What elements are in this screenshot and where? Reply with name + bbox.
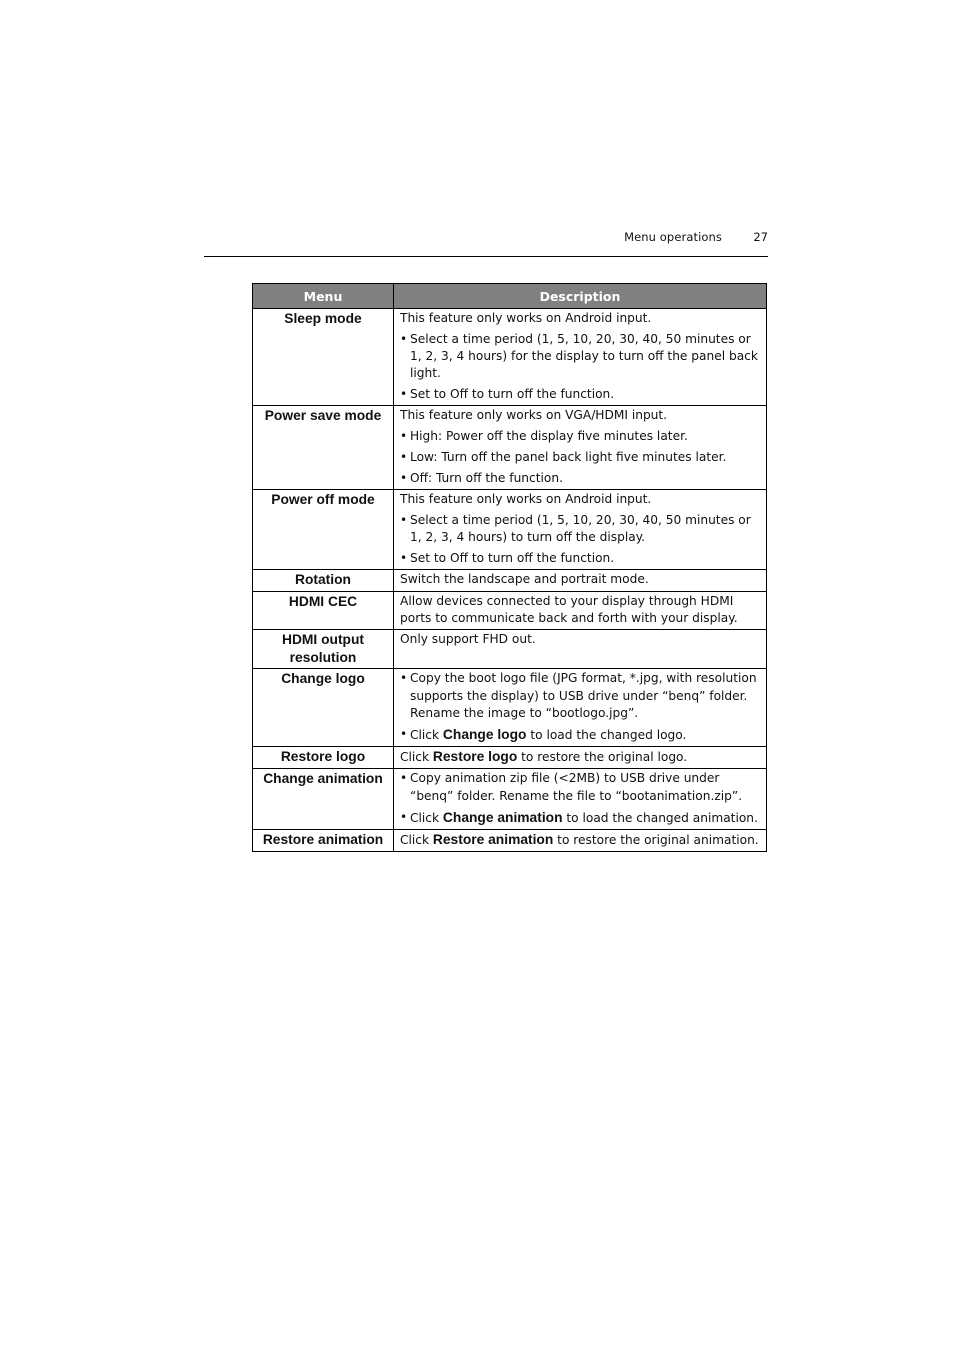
description-cell: [394, 747, 767, 769]
menu-name: Power off mode: [253, 490, 394, 570]
description-text: Only support FHD out.: [400, 632, 536, 647]
menu-name: Restore logo: [253, 747, 394, 769]
bullet-item: • Low: Turn off the panel back light five minutes later.: [400, 449, 761, 466]
menu-name: HDMI output resolution: [253, 630, 394, 669]
text-segment: Click: [400, 750, 430, 765]
table-row: [253, 669, 767, 747]
description-text: [400, 831, 761, 849]
description-cell: [394, 490, 767, 570]
menu-name: Change logo: [253, 669, 394, 747]
text-segment: Click: [410, 727, 440, 742]
header-section-title: Menu operations: [624, 230, 722, 244]
table-row: [253, 591, 767, 630]
description-cell: [394, 630, 767, 669]
page-header: [204, 229, 768, 257]
table-row: [253, 490, 767, 570]
menu-name: Power save mode: [253, 406, 394, 490]
bullet-item: [400, 809, 761, 827]
description-text: This feature only works on Android input.: [400, 492, 652, 507]
description-cell: [394, 591, 767, 630]
text-segment: to load the changed logo.: [530, 727, 687, 742]
text-segment: to restore the original logo.: [521, 750, 688, 765]
table-row: [253, 829, 767, 851]
description-text: This feature only works on Android input.: [400, 311, 652, 325]
menu-keyword: Change animation: [442, 809, 563, 825]
description-cell: [394, 570, 767, 592]
text-segment: Click: [400, 832, 430, 847]
text-segment: to restore the original animation.: [557, 832, 759, 847]
menu-name: Sleep mode: [253, 309, 394, 406]
bullet-item: • Select a time period (1, 5, 10, 20, 30, 40, 50 minutes or 1, 2, 3, 4 hours) to turn off the display.: [400, 512, 761, 547]
bullet-item: [400, 726, 761, 744]
description-cell: [394, 829, 767, 851]
table-header-row: [253, 284, 767, 309]
table-row: [253, 406, 767, 490]
bullet-item: • Set to Off to turn off the function.: [400, 550, 761, 567]
bullet-item: • Copy the boot logo file (JPG format, *.jpg, with resolution supports the display) to USB drive under “benq” folder. Rename the image to “bootlogo.jpg”.: [400, 670, 761, 722]
column-header-description: Description: [394, 284, 767, 309]
text-segment: to load the changed animation.: [566, 810, 758, 825]
menu-name: HDMI CEC: [253, 591, 394, 630]
bullet-item: • High: Power off the display five minutes later.: [400, 428, 761, 445]
description-text: Switch the landscape and portrait mode.: [400, 572, 649, 587]
menu-name: Restore animation: [253, 829, 394, 851]
menu-keyword: Restore animation: [432, 831, 554, 847]
table-row: [253, 570, 767, 592]
table-row: [253, 309, 767, 406]
bullet-item: • Set to Off to turn off the function.: [400, 386, 761, 403]
table-row: [253, 769, 767, 829]
table-row: [253, 630, 767, 669]
bullet-item: • Select a time period (1, 5, 10, 20, 30, 40, 50 minutes or 1, 2, 3, 4 hours) for the display to turn off the panel back light.: [400, 331, 761, 383]
page-number: 27: [753, 230, 768, 244]
description-cell: [394, 309, 767, 406]
description-text: [400, 748, 761, 766]
table-row: [253, 747, 767, 769]
description-cell: [394, 669, 767, 747]
description-text: Allow devices connected to your display through HDMI ports to communicate back and forth with your display.: [400, 593, 738, 626]
description-cell: [394, 769, 767, 829]
text-segment: Click: [410, 810, 440, 825]
bullet-item: • Off: Turn off the function.: [400, 470, 761, 487]
bullet-item: • Copy animation zip file (<2MB) to USB drive under “benq” folder. Rename the file to “bootanimation.zip”.: [400, 770, 761, 805]
menu-description-table: [252, 283, 767, 852]
menu-keyword: Restore logo: [432, 749, 518, 765]
description-text: This feature only works on VGA/HDMI input.: [400, 408, 668, 423]
menu-name: Rotation: [253, 570, 394, 592]
menu-keyword: Change logo: [442, 726, 527, 742]
column-header-menu: Menu: [253, 284, 394, 309]
menu-name: Change animation: [253, 769, 394, 829]
description-cell: [394, 406, 767, 490]
